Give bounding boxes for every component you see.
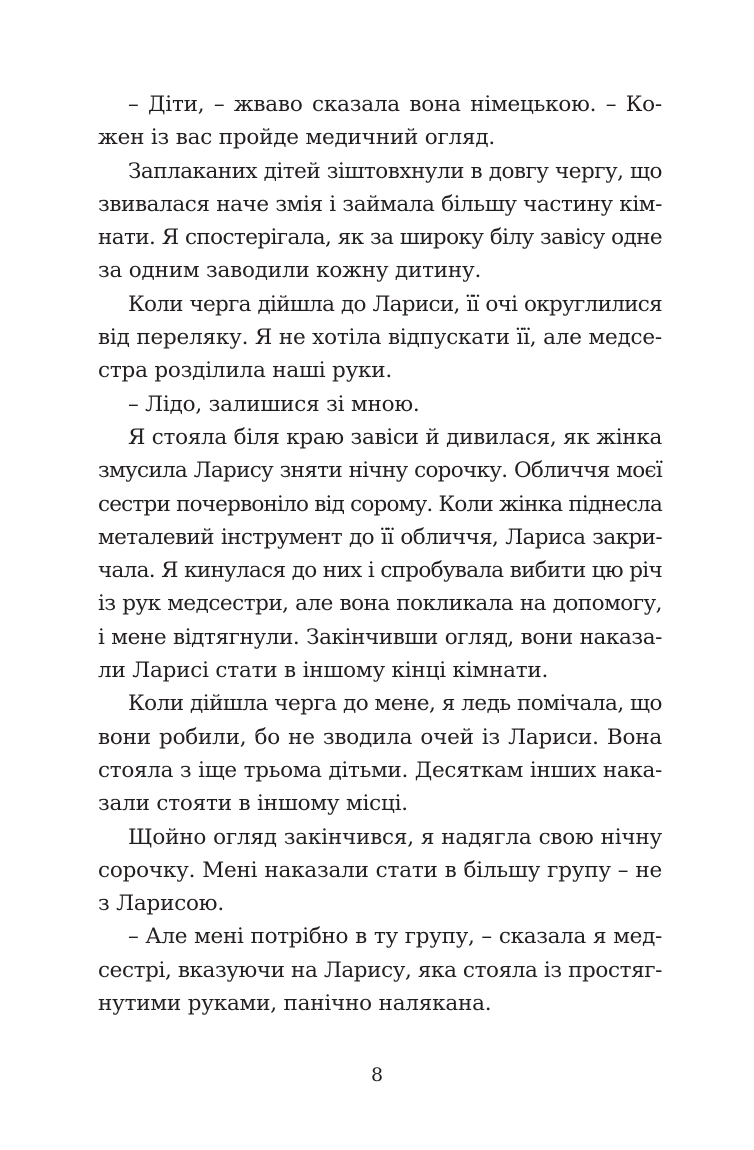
text-line: Заплаканих дітей зіштовхнули в довгу чергу, що <box>128 158 662 184</box>
paragraph-2 <box>98 155 662 288</box>
text-line: Коли дійшла черга до мене, я ледь помічала, що <box>128 691 662 717</box>
paragraph-1 <box>98 88 662 155</box>
text-line: звивалася наче змія і займала більшу частину кім- <box>98 191 662 217</box>
paragraph-3 <box>98 288 662 388</box>
paragraph-8 <box>98 920 662 1020</box>
text-line: ли Ларисі стати в іншому кінці кімнати. <box>98 658 549 684</box>
text-line: вони робили, бо не зводила очей із Лариси. Вона <box>98 724 662 750</box>
text-line: Щойно огляд закінчився, я надягла свою нічну <box>128 824 662 850</box>
text-line: чала. Я кинулася до них і спробувала вибити цю річ <box>98 558 662 584</box>
text-line: Я стояла біля краю завіси й дивилася, як жінка <box>128 424 662 450</box>
page-number: 8 <box>370 1064 384 1086</box>
text-line: сестри почервоніло від сорому. Коли жінка піднесла <box>98 491 662 517</box>
text-line: і мене відтягнули. Закінчивши огляд, вони наказа- <box>98 624 662 650</box>
text-line: стояла з іще трьома дітьми. Десяткам інших нака- <box>98 757 662 783</box>
text-line: зали стояти в іншому місці. <box>98 791 408 817</box>
text-line: за одним заводили кожну дитину. <box>98 258 482 284</box>
text-line: – Діти, – жваво сказала вона німецькою. – Ко- <box>128 92 662 117</box>
text-line: із рук медсестри, але вона покликала на допомогу, <box>98 591 662 617</box>
text-line: Коли черга дійшла до Лариси, її очі округлилися <box>128 291 662 317</box>
text-line: металевий інструмент до її обличчя, Лариса закри- <box>98 524 662 550</box>
text-line: жен із вас пройде медичний огляд. <box>98 125 496 151</box>
text-line: сестрі, вказуючи на Ларису, яка стояла із простяг- <box>98 957 662 983</box>
text-line: з Ларисою. <box>98 891 224 917</box>
body-text <box>98 88 662 1020</box>
paragraph-4 <box>98 388 662 421</box>
text-line: нати. Я спостерігала, як за широку білу завісу одне <box>98 225 662 251</box>
paragraph-6 <box>98 687 662 820</box>
text-line: нутими руками, панічно налякана. <box>98 991 492 1017</box>
text-line: – Лідо, залишися зі мною. <box>128 391 420 417</box>
text-line: – Але мені потрібно в ту групу, – сказала я мед- <box>128 924 662 950</box>
text-line: змусила Ларису зняти нічну сорочку. Обличчя моєї <box>98 458 662 484</box>
paragraph-7 <box>98 821 662 921</box>
paragraph-5 <box>98 421 662 687</box>
text-line: сорочку. Мені наказали стати в більшу групу – не <box>98 857 662 883</box>
text-line: стра розділила наші руки. <box>98 358 393 384</box>
text-line: від переляку. Я не хотіла відпускати її, але медсе- <box>98 325 662 351</box>
